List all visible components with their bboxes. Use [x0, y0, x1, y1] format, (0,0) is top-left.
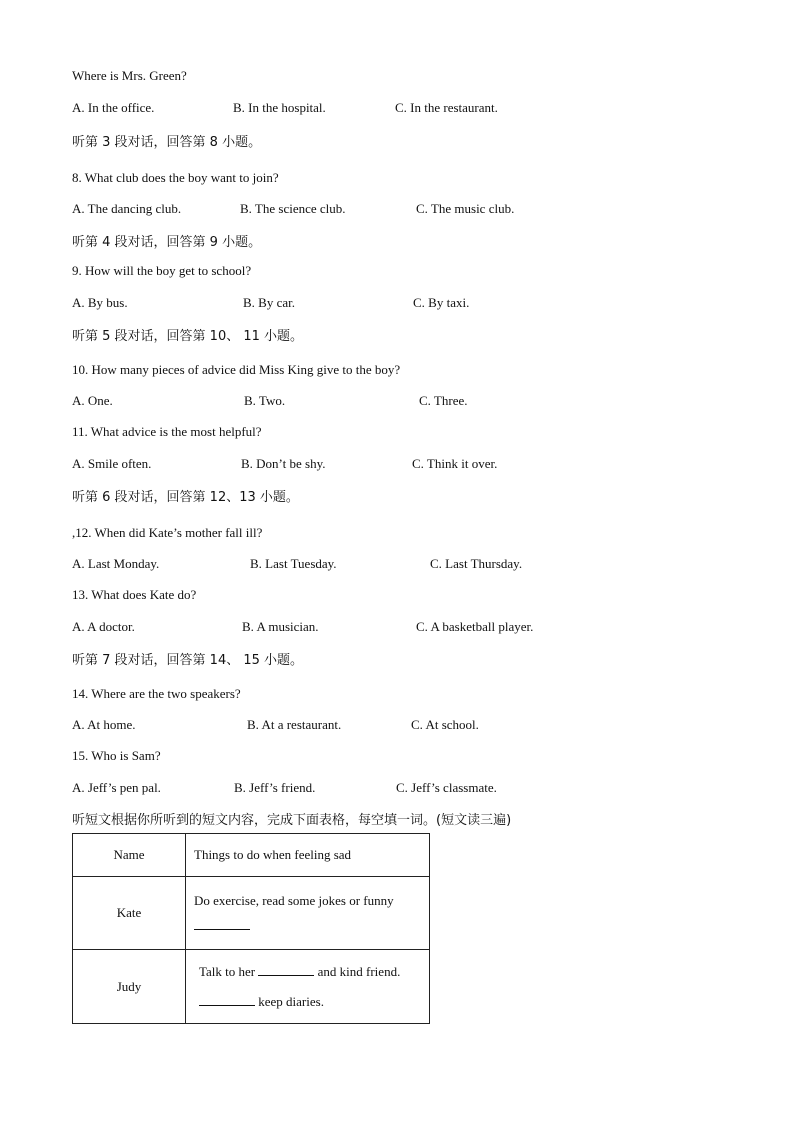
option-c: C. By taxi. — [413, 295, 470, 310]
question-14: 14. Where are the two speakers? — [72, 686, 241, 701]
option-b: B. A musician. — [242, 619, 319, 634]
answer-table — [72, 833, 430, 1024]
option-a: A. By bus. — [72, 295, 128, 310]
question-12: ,12. When did Kate’s mother fall ill? — [72, 525, 263, 540]
option-b: B. By car. — [243, 295, 295, 310]
option-b: B. Two. — [244, 393, 286, 408]
judy-text-2: keep diaries. — [258, 993, 324, 1009]
option-a: A. The dancing club. — [72, 201, 182, 216]
blank-2 — [258, 963, 314, 976]
table-row-judy — [73, 950, 430, 1024]
row-kate-cell — [186, 877, 430, 950]
option-c: C. A basketball player. — [416, 619, 534, 634]
judy-line-1 — [199, 957, 429, 987]
option-b: B. Last Tuesday. — [250, 556, 337, 571]
option-c: C. Three. — [419, 393, 468, 408]
question-13: 13. What does Kate do? — [72, 587, 197, 602]
question-9: 9. How will the boy get to school? — [72, 263, 252, 278]
option-a: A. One. — [72, 393, 113, 408]
option-c: C. Last Thursday. — [430, 556, 523, 571]
section-5-heading: 听第 5 段对话，回答第 10、 11 小题。 — [72, 329, 304, 344]
table-row-kate — [73, 877, 430, 950]
question-10: 10. How many pieces of advice did Miss King give to the boy? — [72, 362, 401, 377]
kate-text: Do exercise, read some jokes or funny — [194, 893, 394, 908]
section-7-heading: 听第 7 段对话，回答第 14、 15 小题。 — [72, 653, 304, 668]
option-a: A. Last Monday. — [72, 556, 160, 571]
option-b: B. At a restaurant. — [247, 717, 342, 732]
kate-blank-line — [194, 917, 429, 941]
row-name-kate: Kate — [73, 877, 186, 950]
option-a: A. A doctor. — [72, 619, 135, 634]
table-header-row — [73, 834, 430, 877]
row-name-judy: Judy — [73, 950, 186, 1024]
header-things: Things to do when feeling sad — [186, 834, 430, 877]
option-c: C. In the restaurant. — [395, 100, 498, 115]
blank-1 — [194, 917, 250, 930]
option-b: B. In the hospital. — [233, 100, 326, 115]
header-name: Name — [73, 834, 186, 877]
option-c: C. At school. — [411, 717, 479, 732]
option-a: A. In the office. — [72, 100, 155, 115]
question-8: 8. What club does the boy want to join? — [72, 170, 279, 185]
question-7: Where is Mrs. Green? — [72, 68, 187, 83]
option-a: A. Jeff’s pen pal. — [72, 780, 161, 795]
section-6-heading: 听第 6 段对话，回答第 12、13 小题。 — [72, 490, 299, 505]
option-b: B. Don’t be shy. — [241, 456, 326, 471]
section-4-heading: 听第 4 段对话，回答第 9 小题。 — [72, 235, 262, 250]
option-c: C. Jeff’s classmate. — [396, 780, 497, 795]
option-a: A. Smile often. — [72, 456, 152, 471]
row-judy-cell — [186, 950, 430, 1024]
judy-line-2 — [199, 987, 429, 1017]
blank-3 — [199, 993, 255, 1006]
option-b: B. Jeff’s friend. — [234, 780, 316, 795]
judy-text-1b: and kind friend. — [317, 963, 401, 979]
option-c: C. Think it over. — [412, 456, 498, 471]
option-b: B. The science club. — [240, 201, 346, 216]
section-3-heading: 听第 3 段对话，回答第 8 小题。 — [72, 135, 262, 150]
question-15: 15. Who is Sam? — [72, 748, 161, 763]
table-instruction: 听短文根据你所听到的短文内容，完成下面表格，每空填一词。(短文读三遍) — [72, 813, 512, 828]
judy-text-1a: Talk to her — [199, 963, 256, 979]
option-c: C. The music club. — [416, 201, 515, 216]
option-a: A. At home. — [72, 717, 136, 732]
question-11: 11. What advice is the most helpful? — [72, 424, 262, 439]
